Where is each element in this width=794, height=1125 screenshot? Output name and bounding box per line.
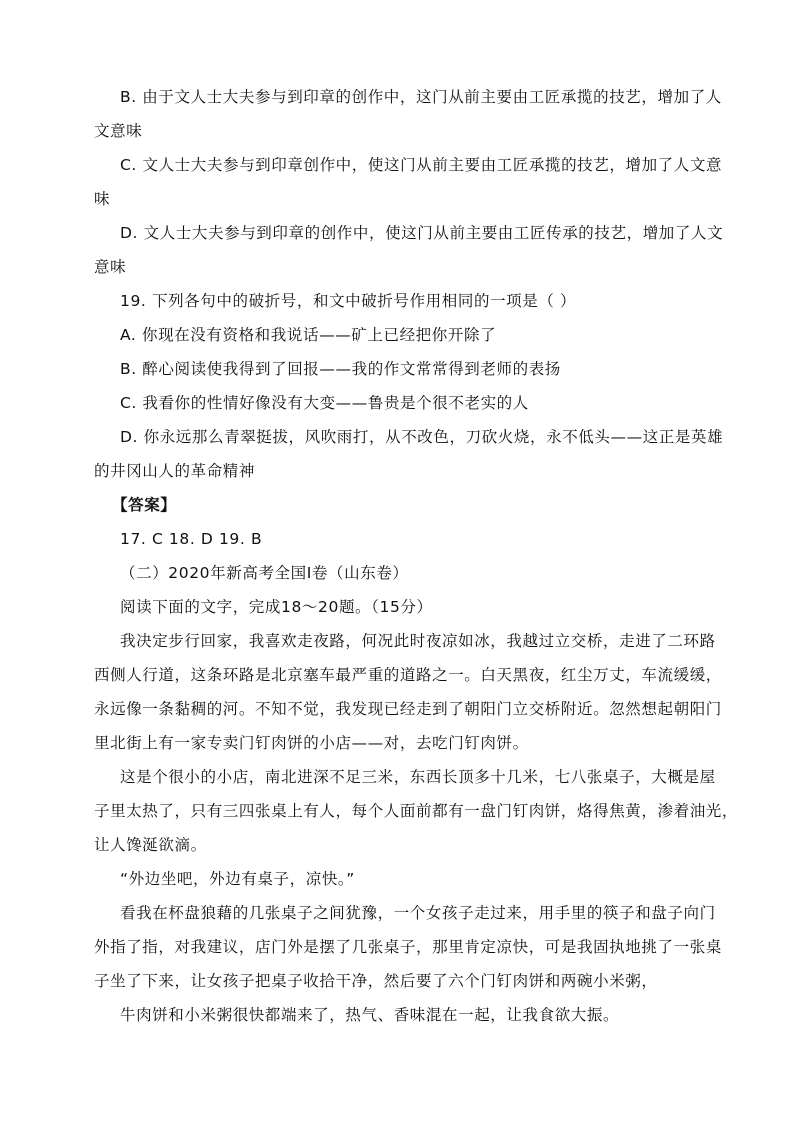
q18-option-c-line1: C. 文人士大夫参与到印章创作中，使这门从前主要由工匠承揽的技艺，增加了人文意 — [120, 156, 723, 174]
q19-option-d-line2: 的井冈山人的革命精神 — [94, 462, 256, 480]
answer-heading: 【答案】 — [112, 496, 177, 514]
answer-text: 17. C 18. D 19. B — [120, 530, 263, 548]
passage-line: 外指了指，对我建议，店门外是摆了几张桌子，那里肯定凉快，可是我固执地挑了一张桌 — [94, 938, 722, 956]
q18-option-d-line2: 意味 — [94, 258, 127, 276]
section-instruction: 阅读下面的文字，完成18～20题。（15分） — [120, 598, 433, 616]
q18-option-b-line1: B. 由于文人士大夫参与到印章的创作中，这门从前主要由工匠承揽的技艺，增加了人 — [120, 88, 722, 106]
passage-line: 我决定步行回家，我喜欢走夜路，何况此时夜凉如冰，我越过立交桥，走进了二环路 — [120, 632, 716, 650]
q19-stem: 19. 下列各句中的破折号，和文中破折号作用相同的一项是（ ） — [120, 292, 577, 310]
passage-line: 永远像一条黏稠的河。不知不觉，我发现已经走到了朝阳门立交桥附近。忽然想起朝阳门 — [94, 700, 722, 718]
q19-option-a: A. 你现在没有资格和我说话——矿上已经把你开除了 — [120, 326, 497, 344]
section-title: （二）2020年新高考全国Ⅰ卷（山东卷） — [120, 564, 409, 582]
q19-option-c: C. 我看你的性情好像没有大变——鲁贵是个很不老实的人 — [120, 394, 529, 412]
q18-option-d-line1: D. 文人士大夫参与到印章的创作中，使这门从前主要由工匠传承的技艺，增加了人文 — [120, 224, 724, 242]
passage-line: 看我在杯盘狼藉的几张桌子之间犹豫，一个女孩子走过来，用手里的筷子和盘子向门 — [120, 904, 716, 922]
passage-line: “外边坐吧，外边有桌子，凉快。” — [120, 870, 355, 888]
passage-line: 这是个很小的小店，南北进深不足三米，东西长顶多十几米，七八张桌子，大概是屋 — [120, 768, 716, 786]
q18-option-b-line2: 文意味 — [94, 122, 143, 140]
passage-line: 西侧人行道，这条环路是北京塞车最严重的道路之一。白天黑夜，红尘万丈，车流缓缓， — [94, 666, 722, 684]
q19-option-d-line1: D. 你永远那么青翠挺拔，风吹雨打，从不改色，刀砍火烧，永不低头——这正是英雄 — [120, 428, 724, 446]
q18-option-c-line2: 味 — [94, 190, 111, 208]
passage-line: 子里太热了，只有三四张桌上有人，每个人面前都有一盘门钉肉饼，烙得焦黄，渗着油光， — [94, 802, 739, 820]
passage-line: 让人馋涎欲滴。 — [94, 836, 207, 854]
passage-line: 牛肉饼和小米粥很快都端来了，热气、香味混在一起，让我食欲大振。 — [120, 1006, 620, 1024]
passage-line: 子坐了下来，让女孩子把桌子收拾干净，然后要了六个门钉肉饼和两碗小米粥， — [94, 972, 658, 990]
q19-option-b: B. 醉心阅读使我得到了回报——我的作文常常得到老师的表扬 — [120, 360, 561, 378]
passage-line: 里北街上有一家专卖门钉肉饼的小店——对，去吃门钉肉饼。 — [94, 734, 529, 752]
